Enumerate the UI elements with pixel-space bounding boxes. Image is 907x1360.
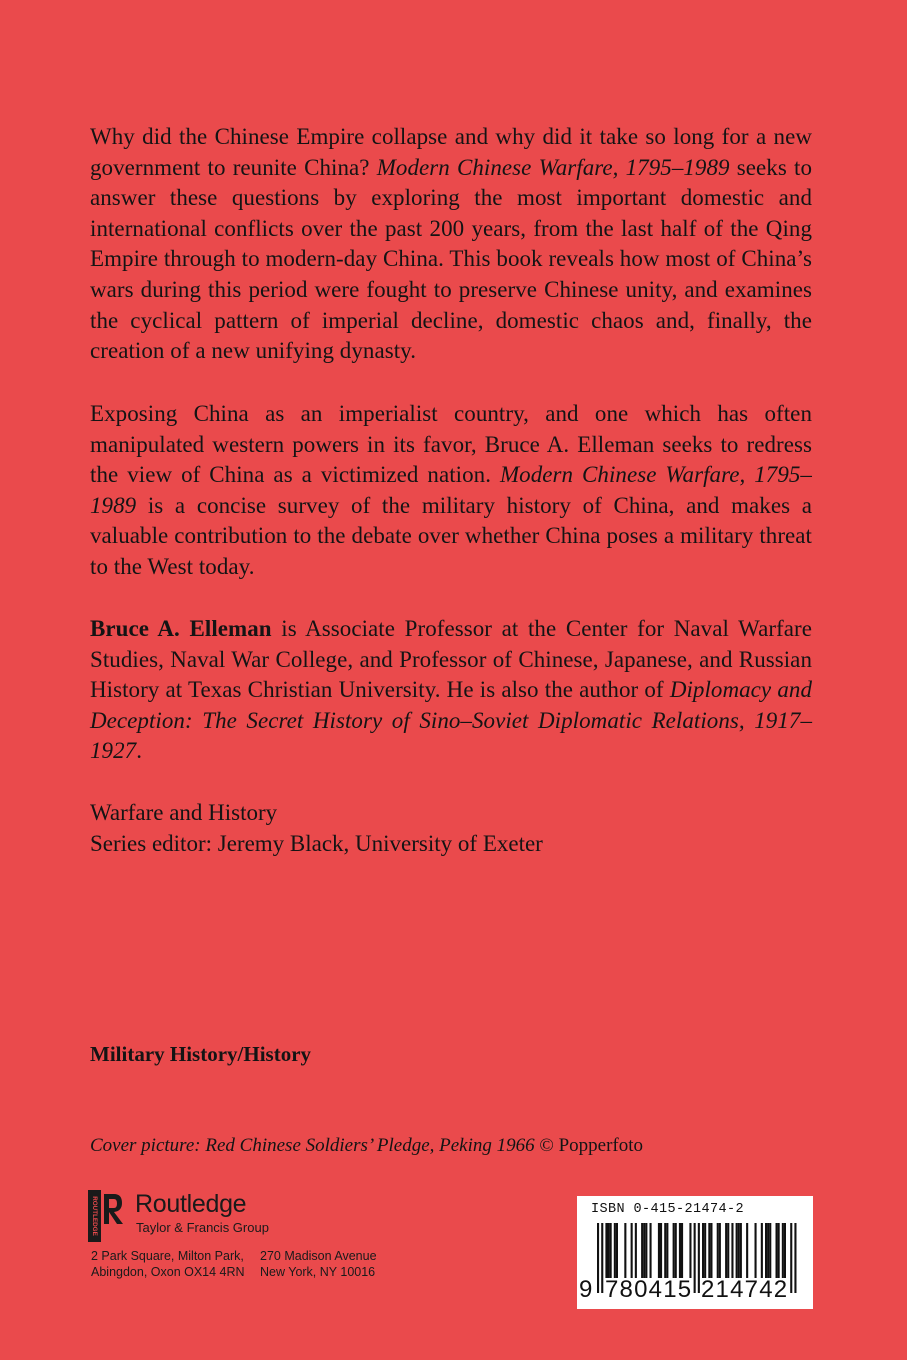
barcode-bar — [740, 1223, 742, 1281]
barcode-bar — [624, 1223, 626, 1281]
barcode-bar — [679, 1223, 681, 1281]
barcode-bar — [658, 1223, 660, 1281]
text-run: is a concise survey of the military history of China, and makes a valuable contribution to the debate over whether China poses a military threat to the West today. — [90, 492, 812, 579]
barcode-bar — [725, 1223, 727, 1281]
barcode-bar — [675, 1223, 677, 1281]
routledge-logo-icon — [88, 1190, 124, 1242]
text-run: Diplomacy and Deception: The Secret History of Sino–Soviet Diplomatic Relations, 1917–1927 — [90, 677, 812, 764]
logo-text: ROUTLEDGE — [90, 1196, 98, 1236]
barcode-bar — [631, 1223, 633, 1281]
description-paragraph-2 — [90, 399, 812, 583]
barcode-bar — [738, 1223, 740, 1281]
barcode-bar — [704, 1223, 706, 1281]
text-run: Modern Chinese Warfare, 1795–1989 — [376, 154, 730, 180]
cover-credit-copyright: © Popperfoto — [534, 1135, 644, 1156]
barcode-bar — [767, 1223, 769, 1281]
address-line: 2 Park Square, Milton Park, — [91, 1249, 244, 1263]
barcode-bar — [650, 1223, 652, 1281]
barcode-bar — [689, 1223, 691, 1281]
barcode-bar — [731, 1223, 733, 1281]
barcode-bar — [614, 1223, 616, 1281]
series-info — [90, 797, 543, 859]
barcode-bar — [605, 1223, 607, 1281]
barcode-bar — [681, 1223, 683, 1281]
barcode-bar — [746, 1223, 748, 1281]
barcode-bar — [794, 1223, 796, 1293]
barcode-bar — [597, 1223, 599, 1293]
barcode-bar — [727, 1223, 729, 1281]
barcode-bar — [660, 1223, 662, 1281]
publisher-group: Taylor & Francis Group — [136, 1220, 269, 1235]
barcode-bar — [664, 1223, 666, 1281]
text-run: . — [136, 738, 143, 764]
barcode-bar — [782, 1223, 784, 1281]
subject-category: Military History/History — [90, 1042, 312, 1066]
barcode-bar — [765, 1223, 767, 1281]
publisher-address-uk — [91, 1248, 245, 1280]
address-line: New York, NY 10016 — [260, 1265, 376, 1279]
cover-credit-title: Cover picture: Red Chinese Soldiers’ Pledge, Peking 1966 — [90, 1135, 535, 1156]
barcode-bar — [776, 1223, 778, 1281]
isbn-barcode — [577, 1196, 813, 1309]
barcode-bar — [645, 1223, 647, 1281]
barcode-bar — [736, 1223, 738, 1281]
text-run: Why did the Chinese Empire collapse and why did it take so long for a new government to reunite China? — [90, 124, 812, 180]
barcode-bar — [761, 1223, 763, 1281]
address-line: Abingdon, Oxon OX14 4RN — [91, 1265, 245, 1279]
ean-right-group: 214742 — [701, 1276, 789, 1303]
barcode-bar — [755, 1223, 757, 1281]
isbn-number: ISBN 0-415-21474-2 — [591, 1202, 745, 1217]
series-name: Warfare and History — [90, 800, 278, 825]
barcode-bar — [601, 1223, 603, 1293]
publisher-name: Routledge — [135, 1190, 247, 1218]
barcode-bar — [778, 1223, 780, 1281]
text-run: is Associate Professor at the Center for Naval Warfare Studies, Naval War College, and Professor of Chinese, Japanese, and Russian History at Texas Christian University. He is also the author of — [90, 616, 812, 703]
text-run: Modern Chinese Warfare, 1795–1989 — [90, 462, 812, 518]
text-run: Exposing China as an imperialist country, and one which has often manipulated western powers in its favor, Bruce A. Elleman seeks to redress the view of China as a victimized nation. — [90, 401, 812, 488]
publisher-address-us — [260, 1248, 377, 1280]
barcode-bar — [698, 1223, 700, 1293]
barcode-bar — [643, 1223, 645, 1281]
address-line: 270 Madison Avenue — [260, 1249, 377, 1263]
barcode-bar — [610, 1223, 612, 1281]
barcode-bar — [666, 1223, 668, 1281]
barcode-bar — [769, 1223, 771, 1281]
barcode-bar — [708, 1223, 710, 1281]
barcode-bar — [717, 1223, 719, 1281]
barcode-bar — [616, 1223, 618, 1281]
barcode-bar — [719, 1223, 721, 1281]
barcode-bar — [784, 1223, 786, 1281]
text-run: seeks to answer these questions by exploring the most important domestic and international conflicts over the past 200 years, from the last half of the Qing Empire through to modern-day China. This book reveals how most of China’s wars during this period were fought to preserve Chinese unity, and examines the cyclical pattern of imperial decline, domestic chaos and, finally, the creation of a new unifying dynasty. — [90, 154, 812, 364]
cover-credit — [90, 1135, 643, 1157]
text-run: Bruce A. Elleman — [90, 616, 272, 641]
barcode-bar — [790, 1223, 792, 1293]
barcode-bar — [608, 1223, 610, 1281]
barcode-bar — [694, 1223, 696, 1293]
barcode-bar — [702, 1223, 704, 1281]
series-editor: Series editor: Jeremy Black, University of Exeter — [90, 831, 543, 856]
description-paragraph-1 — [90, 122, 812, 367]
author-bio — [90, 614, 812, 767]
ean-first-digit: 9 — [579, 1276, 594, 1303]
barcode-bar — [673, 1223, 675, 1281]
ean-left-group: 780415 — [605, 1276, 693, 1303]
barcode-bar — [635, 1223, 637, 1281]
barcode-bar — [710, 1223, 712, 1281]
barcode-bar — [641, 1223, 643, 1281]
